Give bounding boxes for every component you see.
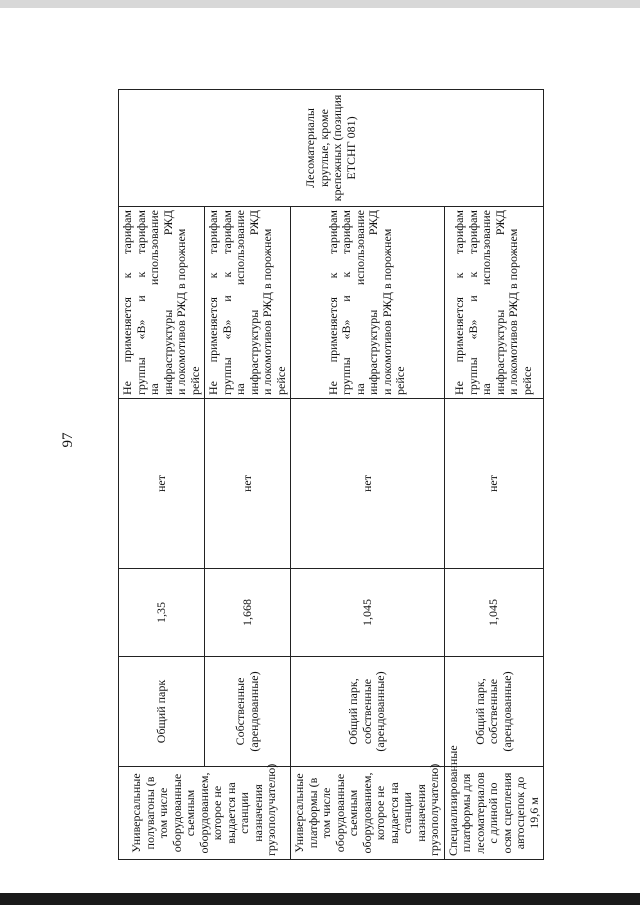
page-number: 97 [60, 432, 76, 448]
coefficient-cell: 1,045 [291, 569, 445, 657]
flag-cell: нет [205, 399, 291, 569]
tariff-table [118, 89, 544, 860]
flag-cell: нет [291, 399, 445, 569]
table-row [119, 90, 205, 860]
condition-tail: и локомотивов РЖД в порожнем рейсе [506, 228, 534, 395]
condition-tail: и локомотивов РЖД в порожнем рейсе [260, 228, 288, 395]
condition-line: группы «В» и к тарифам [339, 210, 354, 395]
condition-line: группы «В» и к тарифам [133, 210, 148, 395]
condition-line: инфраструктуры РЖД [246, 210, 261, 395]
park-cell: Собственные (арендованные) [205, 657, 291, 767]
document-page [58, 20, 541, 860]
coefficient-cell: 1,35 [119, 569, 205, 657]
condition-cell [444, 207, 544, 399]
scan-edge-bottom [0, 893, 640, 905]
park-cell: Общий парк, собственные (арендованные) [291, 657, 445, 767]
park-cell: Общий парк, собственные (арендованные) [444, 657, 544, 767]
condition-line: Не применяется к тарифам [120, 210, 134, 395]
condition-line: Не применяется к тарифам [452, 210, 467, 395]
condition-cell [119, 207, 205, 399]
wagon-type-cell: Универсальные полувагоны (в том числе оборудованные съемным оборудованием, которое не выдается на станции назначения грузополучателю) [119, 767, 291, 860]
coefficient-cell: 1,045 [444, 569, 544, 657]
park-cell: Общий парк [119, 657, 205, 767]
condition-line: группы «В» и к тарифам [219, 210, 234, 395]
cargo-cell: Лесоматериалы круглые, кроме крепежных (позиция ЕТСНГ 081) [119, 90, 544, 207]
condition-line: инфраструктуры РЖД [366, 210, 381, 395]
condition-line: на использование [352, 210, 367, 395]
condition-line: на использование [233, 210, 247, 395]
condition-line: инфраструктуры РЖД [160, 210, 175, 395]
condition-cell [205, 207, 291, 399]
condition-line: на использование [479, 210, 494, 395]
condition-cell [291, 207, 445, 399]
condition-tail: и локомотивов РЖД в порожнем рейсе [174, 228, 202, 395]
wagon-type-cell: Универсальные платформы (в том числе оборудованные съемным оборудованием, которое не выдается на станции назначения грузополучателю) [291, 767, 445, 860]
condition-line: группы «В» и к тарифам [465, 210, 480, 395]
condition-line: инфраструктуры РЖД [492, 210, 507, 395]
condition-line: Не применяется к тарифам [325, 210, 340, 395]
flag-cell: нет [444, 399, 544, 569]
condition-line: на использование [147, 210, 161, 395]
scan-edge-top [0, 0, 640, 8]
condition-tail: и локомотивов РЖД в порожнем рейсе [379, 228, 408, 395]
condition-line: Не применяется к тарифам [206, 210, 220, 395]
coefficient-cell: 1,668 [205, 569, 291, 657]
flag-cell: нет [119, 399, 205, 569]
wagon-type-cell: Специализированные платформы для лесоматериалов с длиной по осям сцепления автосцепок до 19,6 м [444, 767, 544, 860]
